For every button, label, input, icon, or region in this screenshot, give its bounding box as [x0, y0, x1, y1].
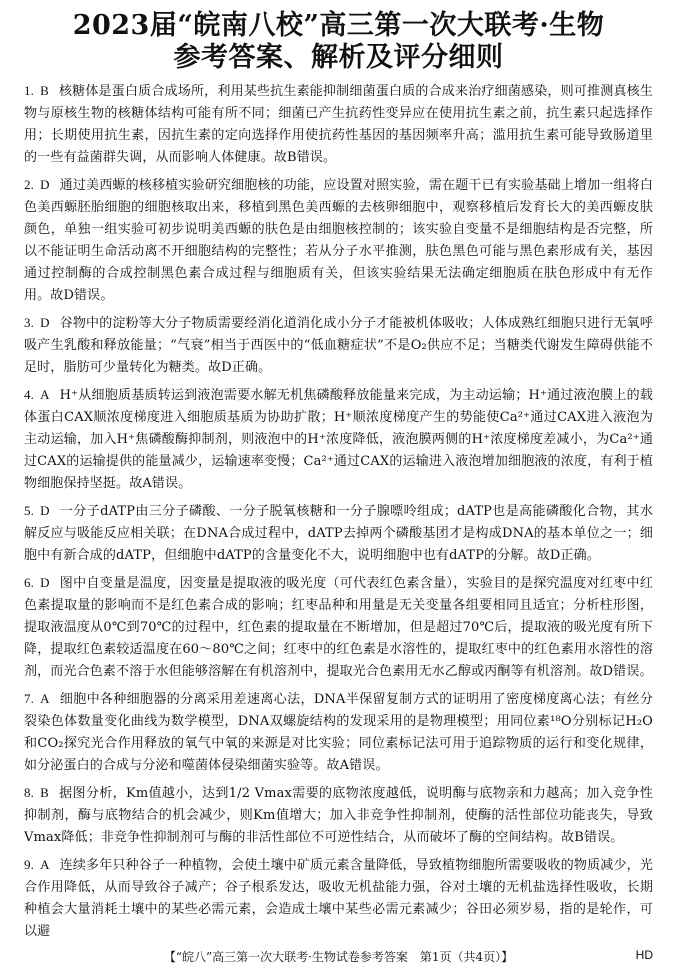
item-explanation: 一分子dATP由三分子磷酸、一分子脱氧核糖和一分子腺嘌呤组成；dATP也是高能磷酸化合物，其水解反应与吸能反应相关联；在DNA合成过程中，dATP去掉两个磷酸基团才是构成DNA的基本单位之一；细胞中有新合成的dATP，但细胞中dATP的含量变化不大，说明细胞中也有dATP的分解。故D正确。: [24, 504, 653, 563]
item-explanation: 据图分析，Km值越小，达到1/2 Vmax需要的底物浓度越低，说明酶与底物亲和力越高；加入竞争性抑制剂，酶与底物结合的机会减少，则Km值增大；加入非竞争性抑制剂，使酶的活性部位功能丧失，导致Vmax降低；非竞争性抑制剂可与酶的非活性部位不可逆性结合，从而破坏了酶的空间结构。故B错误。: [24, 786, 653, 845]
item-number: 5.: [24, 503, 35, 518]
item-explanation: 连续多年只种谷子一种植物，会使土壤中矿质元素含量降低，导致植物细胞所需要吸收的物质减少，光合作用降低，从而导致谷子减产；谷子根系发达，吸收无机盐能力强，谷对土壤的无机盐选择性吸收，长期种植会大量消耗土壤中的某些必需元素，会造成土壤中某些必需元素减少；谷田必须岁易，指的是轮作，可以避: [24, 858, 653, 939]
item-explanation: 谷物中的淀粉等大分子物质需要经消化道消化成小分子才能被机体吸收；人体成熟红细胞只进行无氧呼吸产生乳酸和释放能量；“气衰”相当于西医中的“低血糖症状”不是O₂供应不足；当糖类代谢发生障碍供能不足时，脂肪可少量转化为糖类。故D正确。: [24, 316, 653, 375]
title-line-2: 参考答案、解析及评分细则: [173, 42, 504, 73]
answer-sheet-page: [0, 10, 677, 973]
item-answer: A: [40, 691, 50, 706]
page-footer: [0, 948, 677, 965]
item-number: 2.: [24, 177, 35, 192]
item-explanation: H⁺从细胞质基质转运到液泡需要水解无机焦磷酸释放能量来完成，为主动运输；H⁺通过液泡膜上的载体蛋白CAX顺浓度梯度进入细胞质基质为协助扩散；H⁺顺浓度梯度产生的势能使Ca²⁺通过CAX进入液泡为主动运输，加入H⁺焦磷酸酶抑制剂，则液泡中的H⁺浓度降低，液泡膜两侧的H⁺浓度梯度差减小，为Ca²⁺通过CAX的运输提供的能量减少，运输速率变慢；Ca²⁺通过CAX的运输进入液泡增加细胞液的浓度，有利于植物细胞保持坚挺。故A错误。: [24, 388, 653, 491]
item-number: 6.: [24, 575, 35, 590]
item-explanation: 图中自变量是温度，因变量是提取液的吸光度（可代表红色素含量），实验目的是探究温度对红枣中红色素提取量的影响而不是红色素合成的影响；红枣品种和用量是无关变量各组要相同且适宜；分析柱形图，提取液温度从0℃到70℃的过程中，红色素的提取量在不断增加，但是超过70℃后，提取液的吸光度有所下降，提取红色素较适温度在60～80℃之间；红枣中的红色素是水溶性的，提取红枣中的红色素用水溶性的溶剂，而光合色素不溶于水但能够溶解在有机溶剂中，提取光合色素用无水乙醇或丙酮等有机溶剂。故D错误。: [24, 576, 653, 679]
item-number: 9.: [24, 857, 35, 872]
title-line-1: 2023届“皖南八校”高三第一次大联考·生物: [72, 10, 605, 41]
item-answer: D: [40, 503, 50, 518]
item-explanation: 细胞中各种细胞器的分离采用差速离心法，DNA半保留复制方式的证明用了密度梯度离心法；有丝分裂染色体数量变化曲线为数学模型，DNA双螺旋结构的发现采用的是物理模型；用同位素¹⁸O分别标记H₂O和CO₂探究光合作用释放的氧气中氧的来源是对比实验；同位素标记法可用于追踪物质的运行和变化规律，如分泌蛋白的合成与分泌和噬菌体侵染细菌实验等。故A错误。: [24, 692, 653, 773]
answer-item-5: [24, 500, 653, 567]
footer-code: HD: [635, 948, 653, 962]
answer-item-8: [24, 782, 653, 849]
item-number: 4.: [24, 387, 35, 402]
item-answer: B: [40, 83, 49, 98]
item-number: 1.: [24, 83, 35, 98]
document-title: [24, 10, 653, 74]
item-answer: D: [40, 575, 50, 590]
answer-item-3: [24, 312, 653, 379]
answer-item-7: [24, 688, 653, 777]
item-answer: D: [40, 315, 50, 330]
item-number: 8.: [24, 785, 35, 800]
answer-item-4: [24, 384, 653, 495]
answer-item-2: [24, 174, 653, 307]
item-answer: A: [40, 857, 50, 872]
item-number: 3.: [24, 315, 35, 330]
item-answer: A: [40, 387, 50, 402]
answer-item-6: [24, 572, 653, 683]
answer-item-1: [24, 80, 653, 169]
item-explanation: 核糖体是蛋白质合成场所，利用某些抗生素能抑制细菌蛋白质的合成来治疗细菌感染，则可推测真核生物与原核生物的核糖体结构可能有所不同；细菌已产生抗药性变异应在使用抗生素之前，抗生素只起选择作用；长期使用抗生素，因抗生素的定向选择作用使抗药性基因的基因频率升高；滥用抗生素可能导致肠道里的一些有益菌群失调，从而影响人体健康。故B错误。: [24, 84, 653, 165]
answer-item-9: [24, 854, 653, 943]
footer-text: 【“皖八”高三第一次大联考·生物试卷参考答案 第1页（共4页）】: [163, 950, 514, 964]
item-number: 7.: [24, 691, 35, 706]
item-explanation: 通过美西螈的核移植实验研究细胞核的功能，应设置对照实验，需在题干已有实验基础上增加一组将白色美西螈胚胎细胞的细胞核取出来，移植到黑色美西螈的去核卵细胞中，观察移植后发育长大的美西螈皮肤颜色，单独一组实验可初步说明美西螈的肤色是由细胞核控制的；该实验自变量不是细胞结构是否完整，所以不能证明生命活动离不开细胞结构的完整性；若从分子水平推测，肤色黑色可能与黑色素形成有关，基因通过控制酶的合成控制黑色素合成过程与细胞质有关，但该实验结果无法确定细胞质在肤色形成中有无作用。故D错误。: [24, 178, 653, 303]
item-answer: B: [40, 785, 49, 800]
answer-list: [24, 80, 653, 943]
item-answer: D: [40, 177, 50, 192]
